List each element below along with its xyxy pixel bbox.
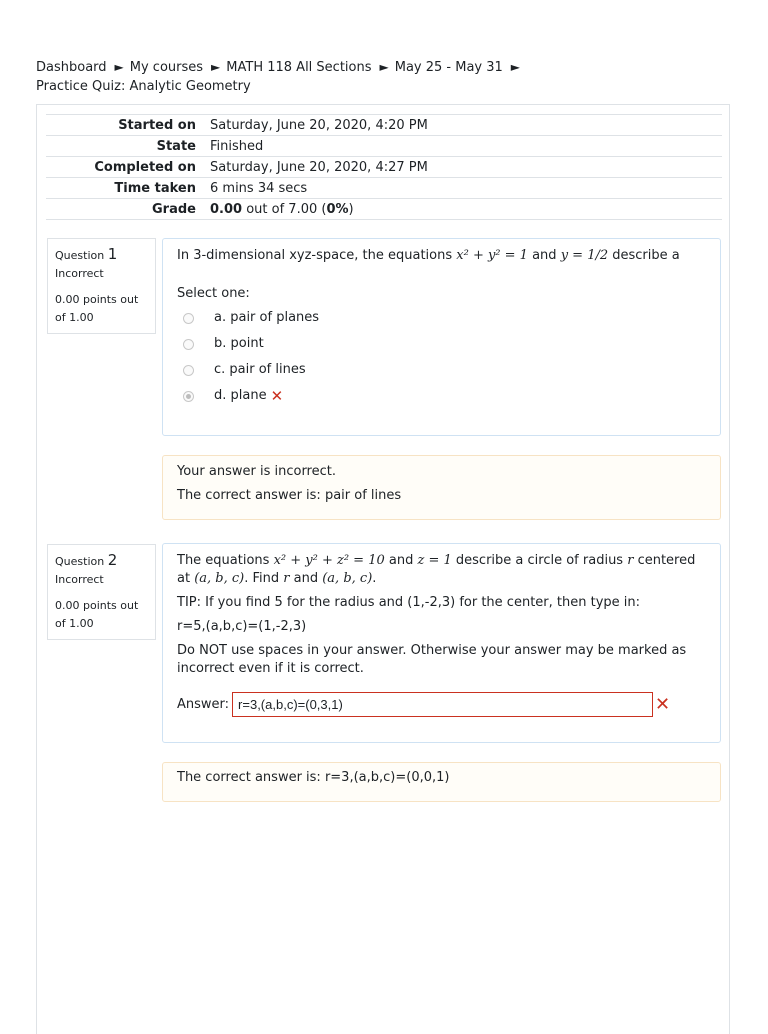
- answer-label: Answer:: [177, 696, 230, 712]
- grade-out-of: out of 7.00: [246, 201, 318, 217]
- tip-text: TIP: If you find 5 for the radius and (1,-2,3) for the center, then type in:: [177, 595, 641, 610]
- breadcrumb-quiz[interactable]: Practice Quiz: Analytic Geometry: [36, 79, 251, 94]
- question-2-feedback: [162, 762, 721, 802]
- summary-value: Saturday, June 20, 2020, 4:27 PM: [210, 159, 428, 175]
- question-2-content: [162, 543, 721, 743]
- math-equation: (a, b, c): [194, 571, 245, 586]
- question-text-part: The equations: [177, 553, 274, 568]
- summary-label: Grade: [152, 201, 196, 217]
- math-equation: y = 1/2: [560, 248, 609, 263]
- summary-value: Finished: [210, 138, 264, 154]
- math-equation: r: [627, 553, 634, 568]
- math-equation: z = 1: [417, 553, 452, 568]
- summary-row-started: [46, 115, 722, 136]
- question-text-part: centered at: [177, 553, 696, 586]
- option-label: c. pair of lines: [214, 362, 306, 377]
- question-text: [177, 247, 706, 265]
- option-d[interactable]: [177, 383, 706, 409]
- question-text-part: and: [289, 571, 323, 586]
- summary-value: [210, 199, 722, 220]
- breadcrumb-dashboard[interactable]: Dashboard: [36, 60, 107, 75]
- summary-value: Saturday, June 20, 2020, 4:20 PM: [210, 117, 428, 133]
- summary-label: Time taken: [114, 180, 196, 196]
- grade-paren-open: (: [321, 201, 327, 217]
- incorrect-x-icon: ✕: [655, 693, 671, 715]
- breadcrumb-separator: ►: [510, 60, 521, 74]
- breadcrumb-separator: ►: [379, 60, 389, 74]
- option-c[interactable]: [177, 357, 706, 383]
- tip-example: r=5,(a,b,c)=(1,-2,3): [177, 619, 307, 634]
- math-equation: (a, b, c): [322, 571, 373, 586]
- breadcrumb-my-courses[interactable]: My courses: [129, 60, 204, 75]
- breadcrumb-separator: ►: [114, 60, 124, 74]
- question-number-value: 2: [107, 551, 118, 569]
- radio-button[interactable]: [183, 339, 194, 350]
- feedback-correct-answer: The correct answer is: pair of lines: [177, 488, 402, 503]
- option-a[interactable]: [177, 305, 706, 331]
- math-equation: r: [283, 571, 290, 586]
- question-number-value: 1: [107, 245, 118, 263]
- question-state: Incorrect: [55, 573, 104, 586]
- question-text-part: describe a circle of radius: [451, 553, 628, 568]
- breadcrumb-separator: ►: [211, 60, 221, 74]
- breadcrumb: [36, 58, 556, 96]
- summary-label: Completed on: [94, 159, 196, 175]
- math-equation: x² + y² + z² = 10: [273, 553, 385, 568]
- question-text-part: .: [372, 571, 377, 586]
- radio-button[interactable]: [183, 313, 194, 324]
- question-number: [55, 551, 148, 571]
- answer-row: [177, 692, 706, 717]
- question-label: Question: [55, 555, 105, 568]
- attempt-summary-table: [46, 114, 722, 220]
- question-1-info: [47, 238, 156, 334]
- question-text: [177, 552, 706, 588]
- question-number: [55, 245, 148, 265]
- question-2-info: [47, 544, 156, 640]
- radio-button-selected[interactable]: [183, 391, 194, 402]
- feedback-incorrect: Your answer is incorrect.: [177, 464, 336, 479]
- feedback-correct-answer: The correct answer is: r=3,(a,b,c)=(0,0,1): [177, 770, 450, 785]
- summary-row-time: [46, 178, 722, 199]
- option-label: a. pair of planes: [214, 310, 320, 325]
- question-label: Question: [55, 249, 105, 262]
- question-text-part: In 3-dimensional xyz-space, the equations: [177, 248, 457, 263]
- grade-percent: 0%: [326, 201, 349, 217]
- breadcrumb-week[interactable]: May 25 - May 31: [394, 60, 503, 75]
- question-text-part: describe a: [608, 248, 680, 263]
- summary-label: State: [156, 138, 196, 154]
- option-label: b. point: [214, 336, 264, 351]
- option-label: d. plane: [214, 388, 267, 403]
- option-b[interactable]: [177, 331, 706, 357]
- summary-value: 6 mins 34 secs: [210, 180, 308, 196]
- breadcrumb-course[interactable]: MATH 118 All Sections: [226, 60, 372, 75]
- summary-row-completed: [46, 157, 722, 178]
- warning-text: Do NOT use spaces in your answer. Otherwise your answer may be marked as incorrect even if it is correct.: [177, 643, 687, 676]
- select-one-label: Select one:: [177, 286, 250, 301]
- question-1-feedback: [162, 455, 721, 520]
- radio-button[interactable]: [183, 365, 194, 376]
- summary-row-state: [46, 136, 722, 157]
- question-1-content: [162, 238, 721, 436]
- question-text-part: . Find: [244, 571, 284, 586]
- answer-input[interactable]: [232, 692, 653, 717]
- question-grade: 0.00 points out of 1.00: [55, 293, 139, 324]
- math-equation: x² + y² = 1: [456, 248, 528, 263]
- question-text-part: and: [384, 553, 418, 568]
- question-grade: 0.00 points out of 1.00: [55, 599, 139, 630]
- grade-paren-close: ): [348, 201, 354, 217]
- question-state: Incorrect: [55, 267, 104, 280]
- grade-score: 0.00: [210, 201, 243, 217]
- answer-options: [177, 305, 706, 409]
- summary-label: Started on: [118, 117, 196, 133]
- incorrect-x-icon: ✕: [270, 387, 284, 405]
- question-text-part: and: [527, 248, 561, 263]
- summary-row-grade: [46, 199, 722, 220]
